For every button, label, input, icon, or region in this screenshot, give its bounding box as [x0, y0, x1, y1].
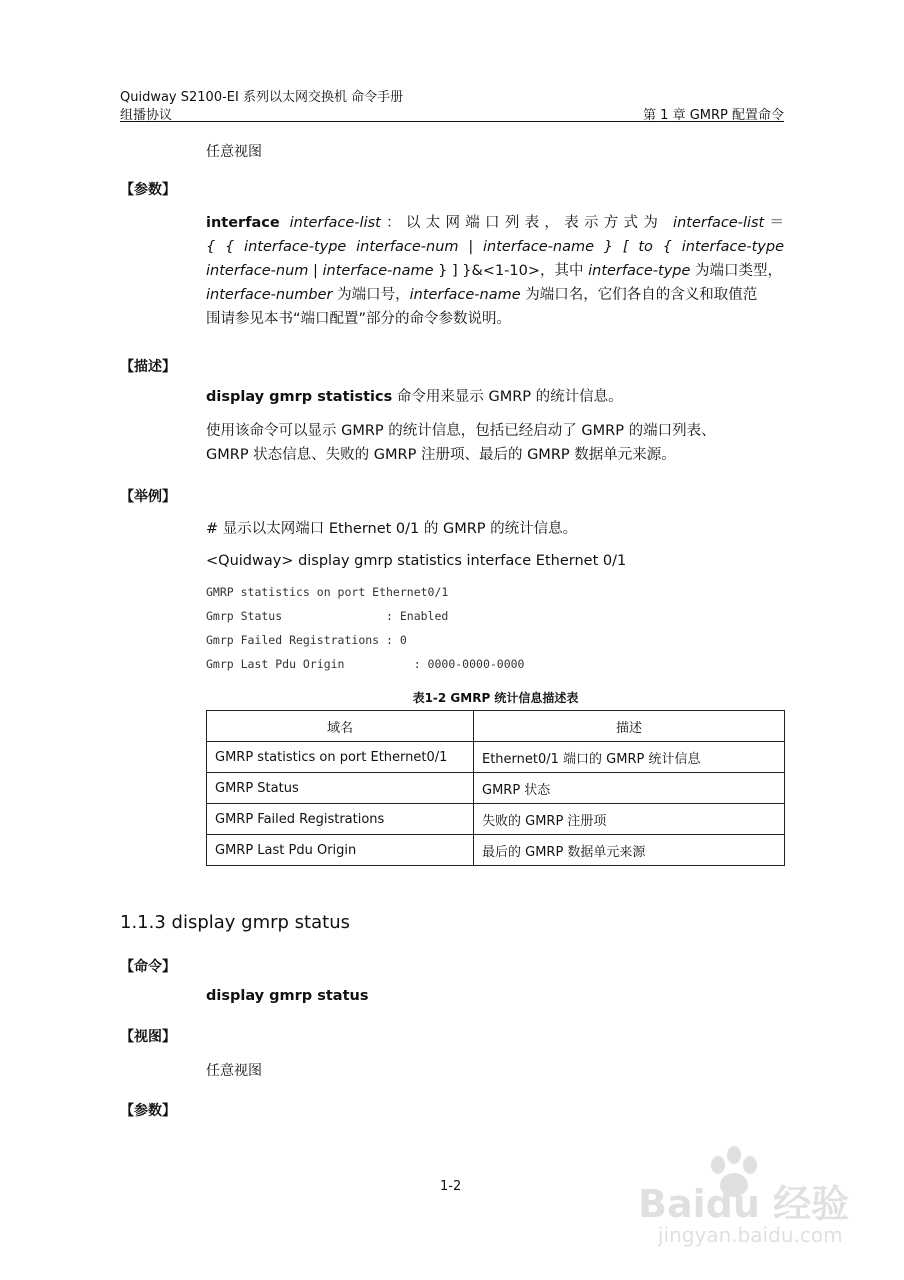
table-cell-desc: 失败的 GMRP 注册项 — [474, 804, 785, 835]
params-label-2: 【参数】 — [120, 1103, 176, 1119]
output-line-4: Gmrp Last Pdu Origin : 0000-0000-0000 — [206, 657, 525, 671]
params-block — [206, 211, 784, 331]
table-cell-desc: GMRP 状态 — [474, 773, 785, 804]
table-cell-field: GMRP Status — [207, 773, 474, 804]
desc-line-3: GMRP 状态信息、失败的 GMRP 注册项、最后的 GMRP 数据单元来源。 — [206, 447, 676, 463]
watermark-url: jingyan.baidu.com — [658, 1223, 843, 1247]
table-header-row — [207, 711, 785, 742]
command-label: 【命令】 — [120, 959, 176, 975]
table-row — [207, 804, 785, 835]
table-row — [207, 773, 785, 804]
table-cell-field: GMRP Last Pdu Origin — [207, 835, 474, 866]
stats-table — [206, 710, 785, 866]
output-line-3: Gmrp Failed Registrations : 0 — [206, 633, 407, 647]
baidu-watermark — [638, 1145, 868, 1255]
desc-block — [206, 419, 784, 467]
example-comment: # 显示以太网端口 Ethernet 0/1 的 GMRP 的统计信息。 — [206, 521, 578, 537]
desc-label: 【描述】 — [120, 359, 176, 375]
table-cell-desc: Ethernet0/1 端口的 GMRP 统计信息 — [474, 742, 785, 773]
params-line-5: 围请参见本书“端口配置”部分的命令参数说明。 — [206, 311, 512, 327]
header-title: Quidway S2100-EI 系列以太网交换机 命令手册 — [120, 90, 404, 105]
params-line-3: interface-num | interface-name } ] }&<1-10>，其中 interface-type 为端口类型， — [206, 263, 783, 279]
table-row — [207, 742, 785, 773]
desc-line-1: display gmrp statistics 命令用来显示 GMRP 的统计信息。 — [206, 389, 623, 405]
table-header-field: 域名 — [207, 711, 474, 742]
view-text-2: 任意视图 — [206, 1063, 262, 1079]
view-text: 任意视图 — [206, 144, 262, 160]
header-rule — [120, 121, 784, 122]
table-header-desc: 描述 — [474, 711, 785, 742]
table-caption: 表1-2 GMRP 统计信息描述表 — [412, 691, 579, 705]
view-label: 【视图】 — [120, 1029, 176, 1045]
page-number: 1-2 — [440, 1179, 462, 1194]
params-line-2: { { interface-type interface-num | interface-name } [ to { interface-type — [206, 239, 784, 255]
section-title: 1.1.3 display gmrp status — [120, 912, 350, 933]
params-line-4: interface-number 为端口号，interface-name 为端口名，它们各自的含义和取值范 — [206, 287, 758, 303]
table-cell-field: GMRP Failed Registrations — [207, 804, 474, 835]
output-line-1: GMRP statistics on port Ethernet0/1 — [206, 585, 449, 599]
table-cell-desc: 最后的 GMRP 数据单元来源 — [474, 835, 785, 866]
table-cell-field: GMRP statistics on port Ethernet0/1 — [207, 742, 474, 773]
table-row — [207, 835, 785, 866]
example-label: 【举例】 — [120, 489, 176, 505]
header-chapter: 第 1 章 GMRP 配置命令 — [643, 108, 784, 123]
command-text: display gmrp status — [206, 988, 369, 1004]
params-line-1: interface interface-list：以太网端口列表，表示方式为 interface-list＝ — [206, 215, 785, 231]
desc-line-2: 使用该命令可以显示 GMRP 的统计信息，包括已经启动了 GMRP 的端口列表、 — [206, 423, 716, 439]
output-line-2: Gmrp Status : Enabled — [206, 609, 449, 623]
example-command: <Quidway> display gmrp statistics interface Ethernet 0/1 — [206, 553, 627, 569]
header-section: 组播协议 — [120, 108, 173, 123]
watermark-logo: Baidu 经验 — [638, 1182, 850, 1226]
params-label: 【参数】 — [120, 182, 176, 198]
